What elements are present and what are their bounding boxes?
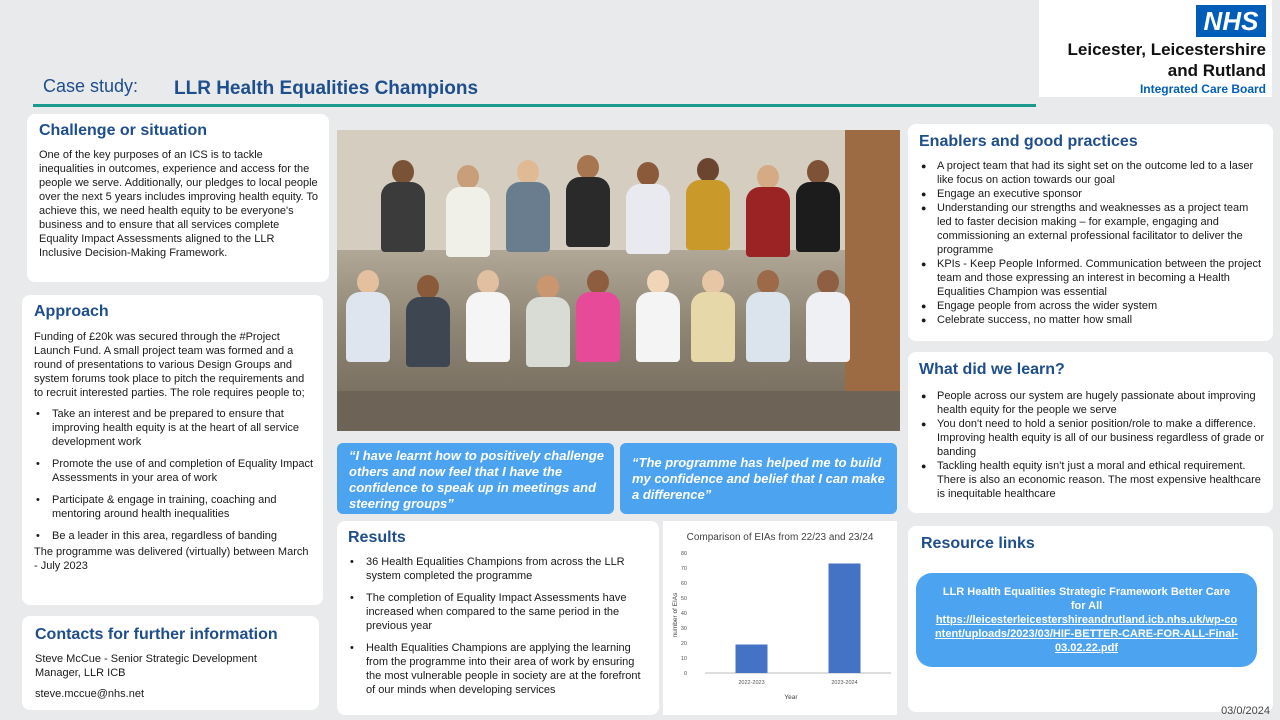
person-body	[381, 182, 425, 252]
chart-bar	[736, 645, 768, 674]
photo-floor	[337, 391, 900, 431]
chart-bar	[829, 564, 861, 674]
person-body	[746, 187, 790, 257]
person-head	[587, 270, 609, 294]
learned-title: What did we learn?	[919, 361, 1065, 378]
chart-y-tick-label: 40	[680, 611, 687, 617]
footer-date: 03/0/2024	[1221, 705, 1270, 717]
person-head	[457, 165, 479, 189]
approach-intro: Funding of £20k was secured through the #Project Launch Fund. A small project team was formed and a round of presentations to various Design Groups and system forums took place to pitch the requirements and to recruit interested parties. The role requires people to;	[34, 331, 305, 399]
resources-title: Resource links	[921, 535, 1035, 552]
person-body	[576, 292, 620, 362]
person-head	[757, 165, 779, 189]
page-title: LLR Health Equalities Champions	[174, 78, 479, 99]
person-head	[357, 270, 379, 294]
person-body	[796, 182, 840, 252]
chart-y-tick-label: 60	[680, 581, 687, 587]
chart-title: Comparison of EIAs from 22/23 and 23/24	[686, 532, 874, 543]
photo-door	[845, 130, 900, 431]
results-title: Results	[348, 529, 406, 546]
list-item: ● People across our system are hugely passionate about improving health equity for the people we serve	[919, 389, 1265, 417]
chart-y-tick-label: 80	[680, 551, 687, 557]
contact-email[interactable]: steve.mccue@nhs.net	[35, 688, 144, 700]
org-name-line2: and Rutland	[1167, 61, 1266, 80]
person-head	[417, 275, 439, 299]
enablers-panel	[908, 124, 1273, 341]
person-head	[817, 270, 839, 294]
chart-y-tick-label: 0	[683, 671, 687, 677]
list-item: ● A project team that had its sight set on the outcome led to a laser like focus on action towards our goal	[919, 159, 1265, 187]
person-body	[566, 177, 610, 247]
case-study-label: Case study:	[43, 76, 139, 96]
nhs-badge: NHS	[1196, 5, 1266, 37]
group-photo	[337, 130, 900, 431]
challenge-panel	[27, 114, 329, 282]
list-item: • Take an interest and be prepared to ensure that improving health equity is at the heart of all service development work	[34, 407, 315, 449]
person-body	[506, 182, 550, 252]
resource-link-box[interactable]	[916, 573, 1257, 667]
person-head	[477, 270, 499, 294]
learned-panel	[908, 352, 1273, 513]
person-head	[577, 155, 599, 179]
list-item: • Promote the use of and completion of Equality Impact Assessments in your area of work	[34, 457, 315, 485]
contacts-panel	[22, 616, 319, 710]
results-list	[348, 555, 651, 697]
list-item: • Be a leader in this area, regardless of banding	[34, 529, 315, 543]
person-body	[746, 292, 790, 362]
eia-chart	[663, 521, 897, 715]
quote-2: “The programme has helped me to build my confidence and belief that I can make a difference”	[620, 443, 897, 514]
list-item: ● Tackling health equity isn't just a moral and ethical requirement. There is also an economic reason. The most expensive healthcare is inequitable healthcare	[919, 459, 1265, 501]
header-rule	[33, 104, 1036, 107]
contacts-title: Contacts for further information	[35, 626, 278, 643]
chart-y-tick-label: 10	[680, 656, 687, 662]
person-head	[757, 270, 779, 294]
person-head	[702, 270, 724, 294]
person-body	[806, 292, 850, 362]
chart-x-axis-label: Year	[784, 694, 798, 701]
person-body	[406, 297, 450, 367]
person-head	[647, 270, 669, 294]
chart-x-tick-label: 2022-2023	[738, 680, 765, 686]
contact-name: Steve McCue - Senior Strategic Development Manager, LLR ICB	[35, 653, 257, 679]
person-body	[691, 292, 735, 362]
enablers-title: Enablers and good practices	[919, 133, 1138, 150]
person-head	[392, 160, 414, 184]
quote-1: “I have learnt how to positively challenge others and now feel that I have the confidence to speak up in meetings and steering groups”	[337, 443, 614, 514]
resource-link-url[interactable]: https://leicesterleicestershireandrutland.icb.nhs.uk/wp-content/uploads/2023/03/HIF-BETTER-CARE-FOR-ALL-Final-03.02.22.pdf	[934, 614, 1239, 654]
approach-outro: The programme was delivered (virtually) between March - July 2023	[34, 546, 309, 572]
list-item: • Participate & engage in training, coaching and mentoring around health inequalities	[34, 493, 315, 521]
person-body	[686, 180, 730, 250]
org-name-line1: Leicester, Leicestershire	[1067, 40, 1266, 59]
approach-title: Approach	[34, 303, 109, 320]
nhs-logo-block	[1039, 0, 1272, 97]
chart-y-tick-label: 20	[680, 641, 687, 647]
list-item: ● You don't need to hold a senior position/role to make a difference. Improving health equity is all of our business regardless of grade or banding	[919, 417, 1265, 459]
approach-panel	[22, 295, 323, 605]
person-head	[537, 275, 559, 299]
list-item: ● Engage an executive sponsor	[919, 187, 1265, 201]
enablers-list	[919, 159, 1265, 327]
list-item: • The completion of Equality Impact Assessments have increased when compared to the same period in the previous year	[348, 591, 651, 633]
chart-panel	[663, 521, 897, 715]
person-head	[637, 162, 659, 186]
resource-link-title: LLR Health Equalities Strategic Framework Better Care for All	[942, 586, 1231, 612]
chart-x-tick-label: 2023-2024	[831, 680, 858, 686]
resources-panel	[908, 526, 1273, 712]
chart-y-tick-label: 50	[680, 596, 687, 602]
person-body	[446, 187, 490, 257]
person-body	[346, 292, 390, 362]
chart-y-tick-label: 30	[680, 626, 687, 632]
challenge-body: One of the key purposes of an ICS is to tackle inequalities in outcomes, experience and access for the people we serve. Additionally, our pledges to local people over the next 5 years includes improving health equity. To achieve this, we need health equity to be everyone's business and to ensure that all services complete Equality Impact Assessments aligned to the LLR Inclusive Decision-Making Framework.	[39, 149, 319, 259]
person-body	[526, 297, 570, 367]
person-head	[517, 160, 539, 184]
person-head	[807, 160, 829, 184]
list-item: • 36 Health Equalities Champions from across the LLR system completed the programme	[348, 555, 651, 583]
learned-list	[919, 389, 1265, 501]
org-name-line3: Integrated Care Board	[1139, 82, 1266, 96]
person-body	[466, 292, 510, 362]
challenge-title: Challenge or situation	[39, 122, 208, 139]
list-item: ● Celebrate success, no matter how small	[919, 313, 1265, 327]
person-body	[636, 292, 680, 362]
list-item: ● Engage people from across the wider system	[919, 299, 1265, 313]
person-body	[626, 184, 670, 254]
list-item: ● Understanding our strengths and weaknesses as a project team led to faster decision making – for example, engaging and commissioning an external professional facilitator to deliver the programme	[919, 201, 1265, 257]
list-item: • Health Equalities Champions are applying the learning from the programme into their area of work by ensuring the most vulnerable people in society are at the forefront of our minds when developing services	[348, 641, 651, 697]
approach-list	[34, 407, 315, 543]
chart-y-tick-label: 70	[680, 566, 687, 572]
chart-y-axis-label: number of EIAs	[672, 592, 679, 638]
person-head	[697, 158, 719, 182]
results-panel	[337, 521, 659, 715]
list-item: ● KPIs - Keep People Informed. Communication between the project team and those expressing an interest in becoming a Health Equalities Champion was essential	[919, 257, 1265, 299]
